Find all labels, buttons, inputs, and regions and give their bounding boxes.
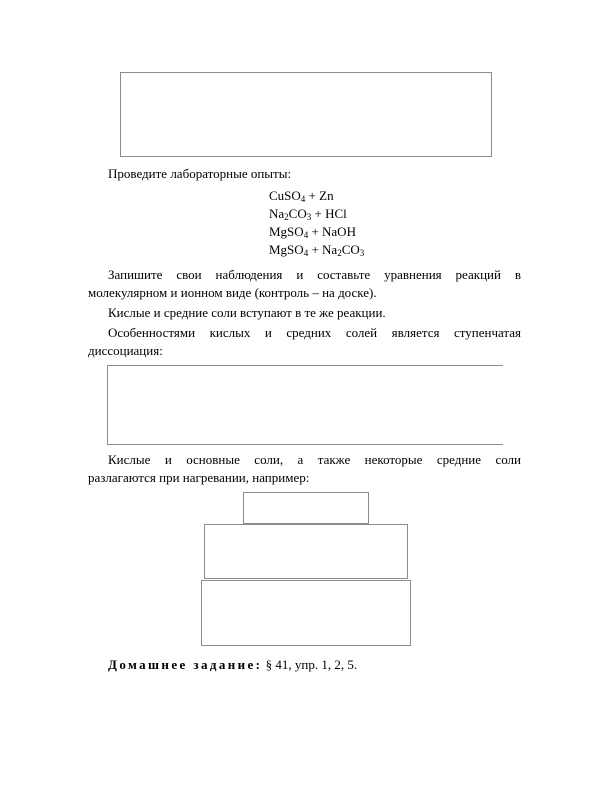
equation-1: CuSO$_4$ + Zn: [269, 188, 334, 204]
equation-2: $Na_2CO_3$ + HCl: [269, 206, 347, 222]
answer-box-top: [120, 72, 492, 157]
homework-label: Домашнее задание:: [108, 657, 263, 672]
paragraph-dissociation-line2: диссоциация:: [88, 343, 163, 358]
decomposition-box-3: [201, 580, 411, 646]
decomposition-box-1: [243, 492, 369, 524]
lab-intro: Проведите лабораторные опыты:: [108, 166, 292, 181]
paragraph-dissociation-line1: Особенностями кислых и средних солей является ступенчатая: [108, 325, 521, 340]
paragraph-same-reactions: Кислые и средние соли вступают в те же реакции.: [108, 305, 386, 320]
paragraph-observations-line1: Запишите свои наблюдения и составьте уравнения реакций в: [108, 267, 521, 282]
paragraph-observations-line2: молекулярном и ионном виде (контроль – на доске).: [88, 285, 377, 300]
equation-3: MgSO$_4$ + NaOH: [269, 224, 356, 240]
paragraph-decomposition-line1: Кислые и основные соли, а также некоторые средние соли: [108, 452, 521, 467]
equation-4: MgSO$_4$ + $Na_2CO_3$: [269, 242, 365, 258]
paragraph-decomposition-line2: разлагаются при нагревании, например:: [88, 470, 310, 485]
dissociation-box: [107, 365, 503, 445]
homework-text: § 41, упр. 1, 2, 5.: [262, 657, 358, 672]
decomposition-box-2: [204, 524, 408, 579]
homework: [108, 657, 357, 673]
